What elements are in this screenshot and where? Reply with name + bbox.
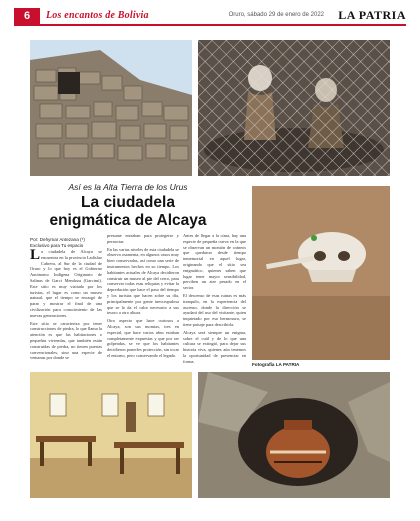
byline-note: Exclusivo para Tu espacio xyxy=(30,243,84,248)
article-headline xyxy=(14,194,242,230)
page-header xyxy=(14,8,406,26)
article-column-2 xyxy=(107,233,179,361)
paragraph: Alcaya será siempre un enigma, sobre el cuál y de lo que una cultura se extingió, para dejar sus historia viva, quienes aún tenemos la oportunidad de presenciar en forma. xyxy=(183,329,246,364)
paragraph: presume entraban para protegerse y pernoctar. xyxy=(107,233,179,244)
dateline: Oruro, sábado 29 de enero de 2022 xyxy=(228,12,324,18)
photo-clay-pot xyxy=(198,372,390,498)
page-number: 6 xyxy=(14,8,40,24)
article-column-1 xyxy=(30,249,102,363)
paragraph: La ciudadela de Alcaya se encuentra en la provincia Ladislao Cabrera, al Sur de la ciudad de Oruro y lo que hoy es el Gobierno Autónomo Indígena Originario de Salinas de Garci Mendoza (Garcimi). Este sitio es muy visitado por los turistas, el lugar es como un museo natural, que el tiempo se encargó de parar y mostrar el final de una civilización para conocimiento de las nuevas generaciones. xyxy=(30,247,102,318)
article-kicker: Así es la Alta Tierra de los Urus xyxy=(68,182,188,192)
byline xyxy=(30,237,102,249)
drop-cap: L xyxy=(30,247,41,263)
paragraph: Este sitio se caracteriza por tener construcciones de piedra, lo que llama la atención es que las habitaciones o pequeñas viviendas, que también están construidas de piedra, no tienen puertas convencionales, sino una especie de ventanas por donde se xyxy=(30,320,102,361)
headline-line-1: La ciudadela xyxy=(81,194,175,211)
photo-museum-interior xyxy=(30,372,192,498)
paragraph: En las varias niveles de esta ciudadela se observa osamenta, en algunos casos muy bien conservadas, así como una serie de instrumentos hechos en su tiempo. Los habitantes actuales de Alcaya decidieron construir un museo al pie del cerro, para conservar todas esas reliquias y evitar la depredación que hace el paso del tiempo y los turistas que hacen sobre su día, principalmente por gente inescrupulosa que se lo da el calor necesario a sus tesoro a otro altura. xyxy=(107,246,179,316)
photo-mummies-fence xyxy=(198,40,390,176)
paragraph: Otro aspecto que hace curiosos a Alcaya, son sus momias, tres en especial, que hace varios años estaban completamente expuestas y que por ser golpeadas, se ve que los habitantes decidieron ponerles protección, sin tocar el entorno, pero conservando el legado. xyxy=(107,318,179,358)
paragraph: El descenso de esas ruinas es más tranquilo, en la experiencia del ascenso, donde la dirección se ayudará del uso del visitante, quien inquietado por esa hermosura, se tiene paisaje para describirla. xyxy=(183,292,246,327)
photo-credit: Fotografía LA PATRIA xyxy=(252,362,300,367)
paragraph: Antes de llegar a la cima, hay una especie de pequeña cueva en la que se observan un montón de cráneos que quedaron desde tiempo inmemorial en aquel lugar, originando que el sitio sea enigmático, quienes saben que lugar tener mayor sensibilidad, perciben un aire pesado en el sector. xyxy=(183,233,246,291)
article-column-3 xyxy=(183,233,246,367)
section-title: Los encantos de Bolivia xyxy=(46,10,149,21)
photo-skull xyxy=(252,186,390,360)
headline-line-2: enigmática de Alcaya xyxy=(49,212,207,229)
masthead: LA PATRIA xyxy=(338,8,406,22)
photo-stone-ruin xyxy=(30,40,192,176)
byline-author: Por: Dehymar Antezana (*) xyxy=(30,237,85,242)
